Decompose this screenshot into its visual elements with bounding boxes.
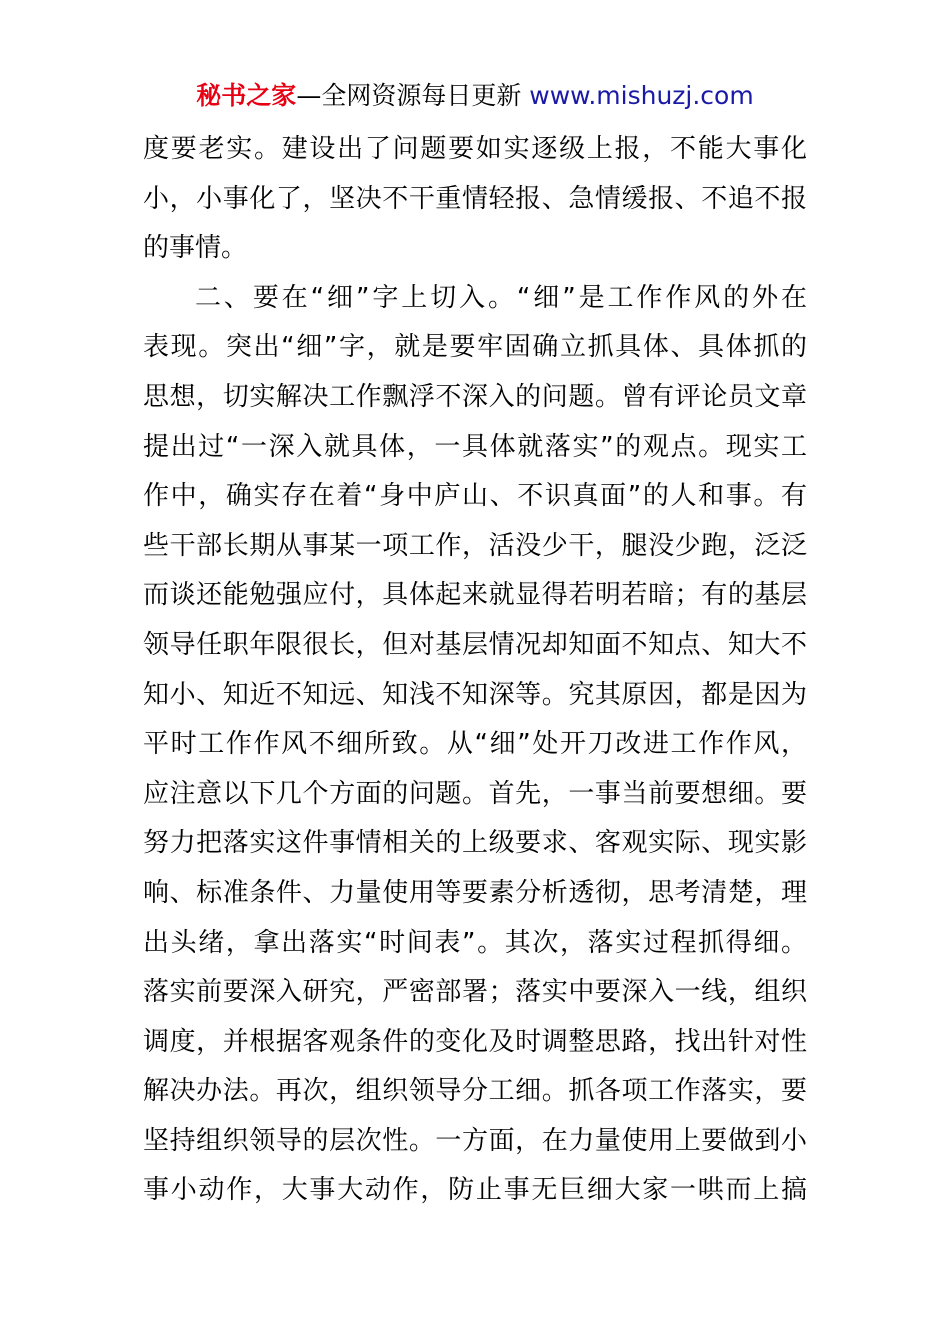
site-url-link[interactable]: www.mishuzj.com: [529, 81, 754, 110]
text-line: 度要老实。建设出了问题要如实逐级上报，不能大事化: [143, 134, 807, 164]
text-line: 平时工作作风不细所致。从“细”处开刀改进工作作风，: [143, 729, 807, 760]
text-line: 知小、知近不知远、知浅不知深等。究其原因，都是因为: [143, 679, 807, 710]
document-body: [143, 125, 807, 1216]
text-line: 调度，并根据客观条件的变化及时调整思路，找出针对性: [143, 1026, 807, 1057]
text-line: 落实前要深入研究，严密部署；落实中要深入一线，组织: [143, 977, 807, 1008]
text-line: 小，小事化了，坚决不干重情轻报、急情缓报、不追不报: [143, 183, 807, 214]
text-line: 出头绪，拿出落实“时间表”。其次，落实过程抓得细。: [143, 927, 807, 958]
text-line: 提出过“一深入就具体，一具体就落实”的观点。现实工: [143, 431, 807, 462]
text-line: 响、标准条件、力量使用等要素分析透彻，思考清楚，理: [143, 877, 807, 908]
text-line: 表现。突出“细”字，就是要牢固确立抓具体、具体抓的: [143, 332, 807, 363]
text-line: 解决办法。再次，组织领导分工细。抓各项工作落实，要: [143, 1076, 807, 1107]
text-line: 作中，确实存在着“身中庐山、不识真面”的人和事。有: [143, 481, 807, 512]
text-line: 坚持组织领导的层次性。一方面，在力量使用上要做到小: [143, 1125, 807, 1156]
paragraph-start-line: 二、要在“细”字上切入。“细”是工作作风的外在: [195, 282, 807, 313]
text-line: 些干部长期从事某一项工作，活没少干，腿没少跑，泛泛: [143, 530, 807, 561]
text-line: 领导任职年限很长，但对基层情况却知面不知点、知大不: [143, 629, 807, 660]
page-header: [0, 78, 950, 114]
text-line: 应注意以下几个方面的问题。首先，一事当前要想细。要: [143, 778, 807, 809]
text-line: 思想，切实解决工作飘浮不深入的问题。曾有评论员文章: [143, 381, 807, 412]
site-brand: 秘书之家: [196, 81, 297, 110]
text-line: 而谈还能勉强应付，具体起来就显得若明若暗；有的基层: [143, 580, 807, 611]
text-line: 的事情。: [143, 233, 248, 264]
text-line: 努力把落实这件事情相关的上级要求、客观实际、现实影: [143, 828, 807, 859]
text-line: 事小动作，大事大动作，防止事无巨细大家一哄而上搞: [143, 1175, 807, 1206]
site-tagline: —全网资源每日更新: [296, 81, 522, 110]
